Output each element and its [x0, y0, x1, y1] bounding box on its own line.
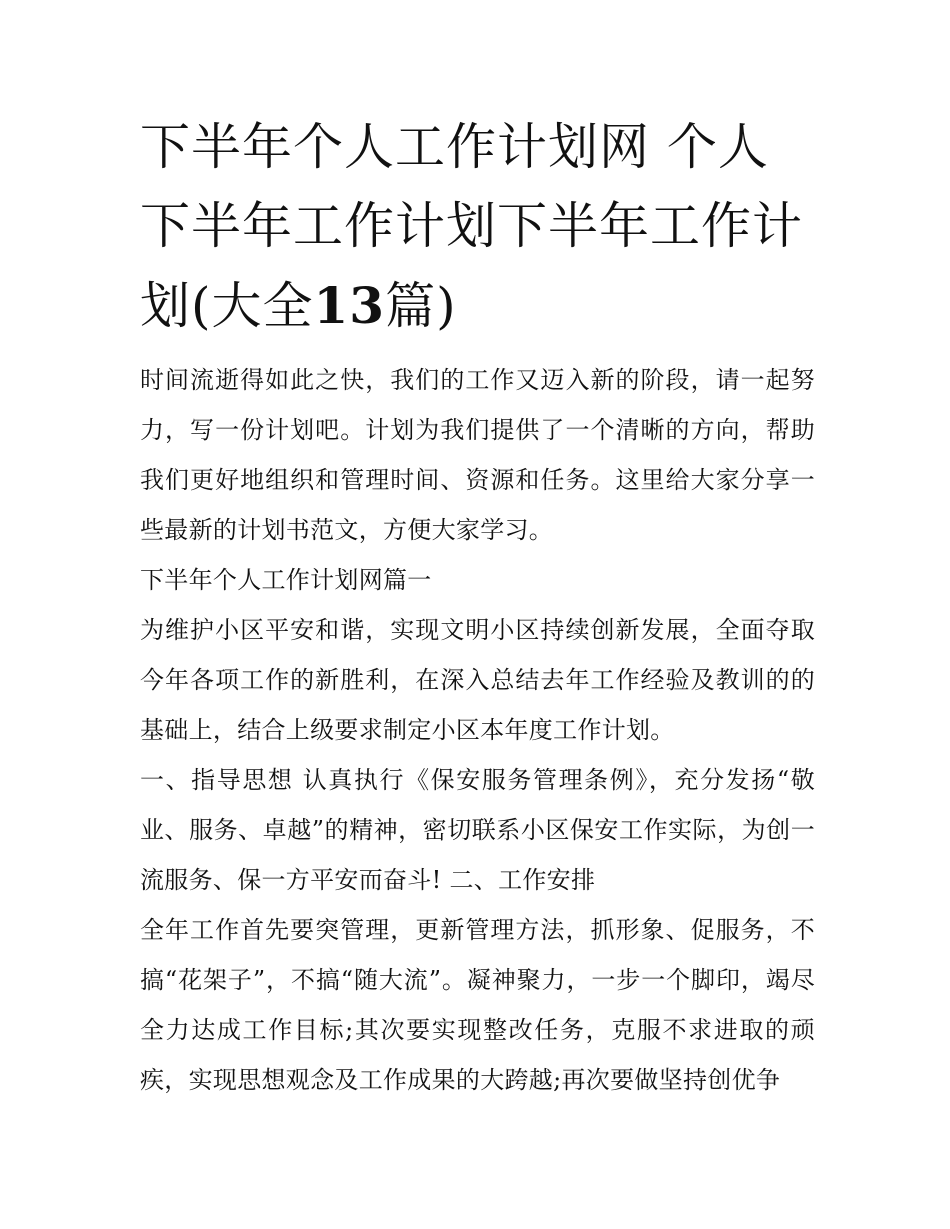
- title-text-part2: 篇): [385, 277, 457, 335]
- body-paragraph-3: 全年工作首先要突管理，更新管理方法，抓形象、促服务，不搞“花架子”，不搞“随大流”。凝神聚力，一步一个脚印，竭尽全力达成工作目标;其次要实现整改任务，克服不求进取的顽疾，实现思想观念及工作成果的大跨越;再次要做坚持创优争: [140, 916, 815, 1094]
- document-page: [140, 0, 815, 1229]
- title-text-part1: 下半年个人工作计划网 个人下半年工作计划下半年工作计划(大全: [140, 118, 803, 335]
- section-heading: 下半年个人工作计划网篇一: [140, 566, 432, 594]
- body-paragraph-2: 一、指导思想 认真执行《保安服务管理条例》，充分发扬“敬业、服务、卓越”的精神，密切联系小区保安工作实际，为创一流服务、保一方平安而奋斗! 二、工作安排: [140, 766, 815, 894]
- title-number: 13: [313, 276, 386, 335]
- body-paragraph-1: 为维护小区平安和谐，实现文明小区持续创新发展，全面夺取今年各项工作的新胜利，在深入总结去年工作经验及教训的的基础上，结合上级要求制定小区本年度工作计划。: [140, 616, 815, 744]
- intro-paragraph: 时间流逝得如此之快，我们的工作又迈入新的阶段，请一起努力，写一份计划吧。计划为我们提供了一个清晰的方向，帮助我们更好地组织和管理时间、资源和任务。这里给大家分享一些最新的计划书范文，方便大家学习。: [140, 366, 815, 544]
- document-title: [140, 108, 815, 346]
